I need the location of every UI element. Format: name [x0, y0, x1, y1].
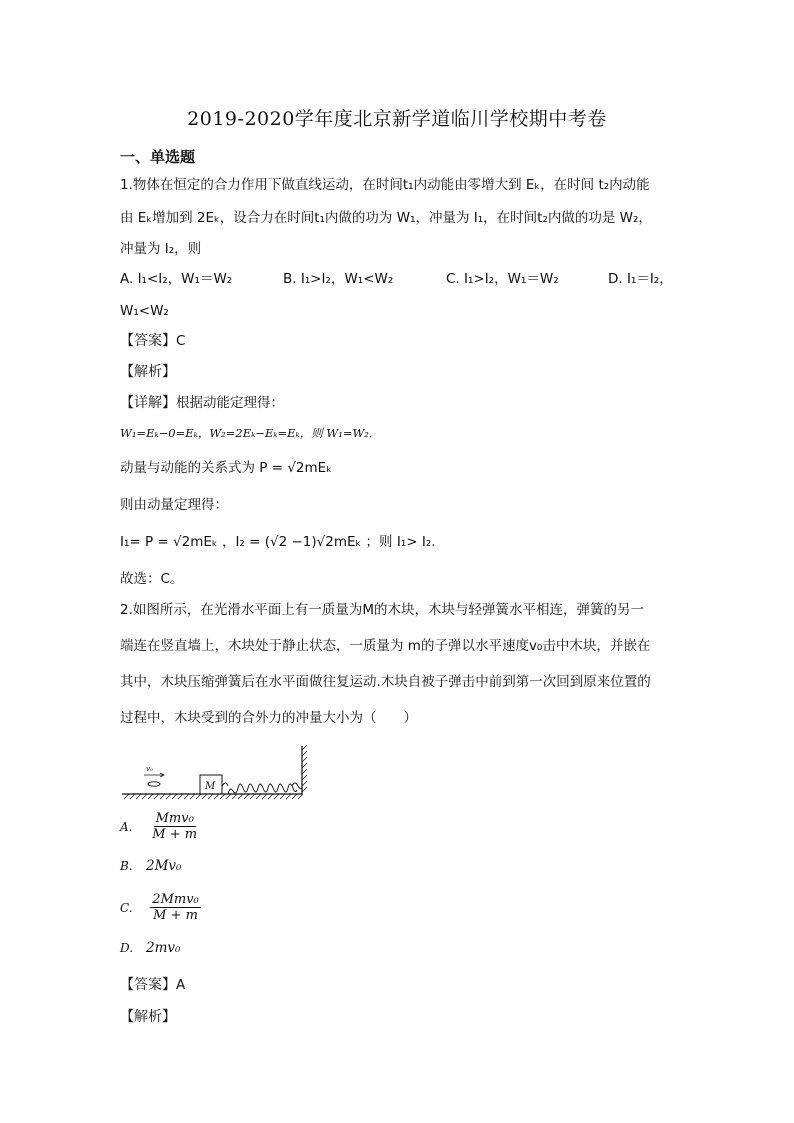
fraction [150, 812, 199, 841]
q1-stem-line-3: 冲量为 I₂，则 [120, 241, 202, 257]
wall-hatching [302, 745, 307, 792]
q1-conclusion: 故选：C。 [120, 571, 184, 587]
spring [222, 783, 302, 794]
block-label: M [205, 781, 216, 792]
q2-answer [120, 978, 185, 993]
fraction-denominator: M + m [152, 827, 198, 842]
q1-equation-4: I₁= P = √2mEₖ ，I₂ = (√2 −1)√2mEₖ ；则 I₁> I₂. [120, 534, 436, 550]
q2-analysis-tag: 【解析】 [120, 1009, 176, 1025]
q1-equation-3: 则由动量定理得： [120, 497, 228, 513]
q1-option-c: C. I₁>I₂，W₁＝W₂ [446, 271, 559, 287]
answer-tag: 【答案】 [120, 977, 176, 993]
detail-tag: 【详解】 [120, 395, 176, 411]
velocity-label: v₀ [146, 765, 153, 773]
q2-stem-line-4: 过程中，木块受到的合外力的冲量大小为（ ） [120, 710, 417, 726]
option-letter: C. [120, 900, 133, 915]
q2-option-a [120, 812, 199, 841]
detail-text: 根据动能定理得： [176, 395, 284, 411]
q1-option-b: B. I₁>I₂，W₁<W₂ [283, 271, 394, 287]
fraction [150, 893, 200, 922]
ground-hatching [124, 794, 303, 799]
q2-option-d [120, 942, 180, 956]
bullet [148, 782, 160, 786]
q2-stem-line-2: 端连在竖直墙上，木块处于静止状态，一质量为 m的子弹以水平速度v₀击中木块，并嵌在 [120, 638, 651, 654]
option-letter: A. [120, 819, 133, 834]
q2-option-c [120, 893, 201, 922]
option-expression: 2mv₀ [146, 940, 181, 956]
q1-equation-2: 动量与动能的关系式为 P = √2mEₖ [120, 460, 332, 476]
fraction-numerator: 2Mmv₀ [152, 892, 199, 907]
q1-option-a: A. I₁<I₂，W₁＝W₂ [120, 271, 233, 287]
answer-value: C [176, 333, 186, 349]
spring-block-figure [118, 742, 318, 804]
fraction-numerator: Mmv₀ [155, 811, 194, 826]
q1-equation-1: W₁=Eₖ−0=Eₖ，W₂=2Eₖ−Eₖ=Eₖ，则 W₁=W₂. [120, 426, 373, 440]
exam-title: 2019-2020学年度北京新学道临川学校期中考卷 [187, 108, 607, 130]
option-expression: 2Mv₀ [146, 858, 182, 874]
q1-stem-line-2: 由 Eₖ增加到 2Eₖ，设合力在时间t₁内做的功为 W₁，冲量为 I₁，在时间t₂内做的功是 W₂， [120, 210, 652, 226]
answer-tag: 【答案】 [120, 333, 176, 349]
q1-answer [120, 334, 185, 349]
q1-analysis-tag: 【解析】 [120, 364, 176, 380]
section-heading: 一、单选题 [120, 148, 196, 166]
q1-detail [120, 396, 284, 411]
answer-value: A [176, 977, 186, 993]
q2-stem-line-1: 2.如图所示，在光滑水平面上有一质量为M的木块，木块与轻弹簧水平相连，弹簧的另一 [120, 602, 645, 618]
q1-option-d: D. I₁＝I₂， [608, 271, 673, 287]
q1-option-d-cont: W₁<W₂ [120, 303, 169, 319]
fraction-denominator: M + m [153, 908, 198, 923]
q1-stem-line-1: 1.物体在恒定的合力作用下做直线运动，在时间t₁内动能由零增大到 Eₖ，在时间 t₂内动能 [120, 177, 650, 193]
option-letter: D. [120, 941, 134, 955]
option-letter: B. [120, 859, 133, 873]
q2-option-b [120, 860, 181, 874]
q2-stem-line-3: 其中，木块压缩弹簧后在水平面做往复运动.木块自被子弹击中前到第一次回到原来位置的 [120, 674, 651, 690]
